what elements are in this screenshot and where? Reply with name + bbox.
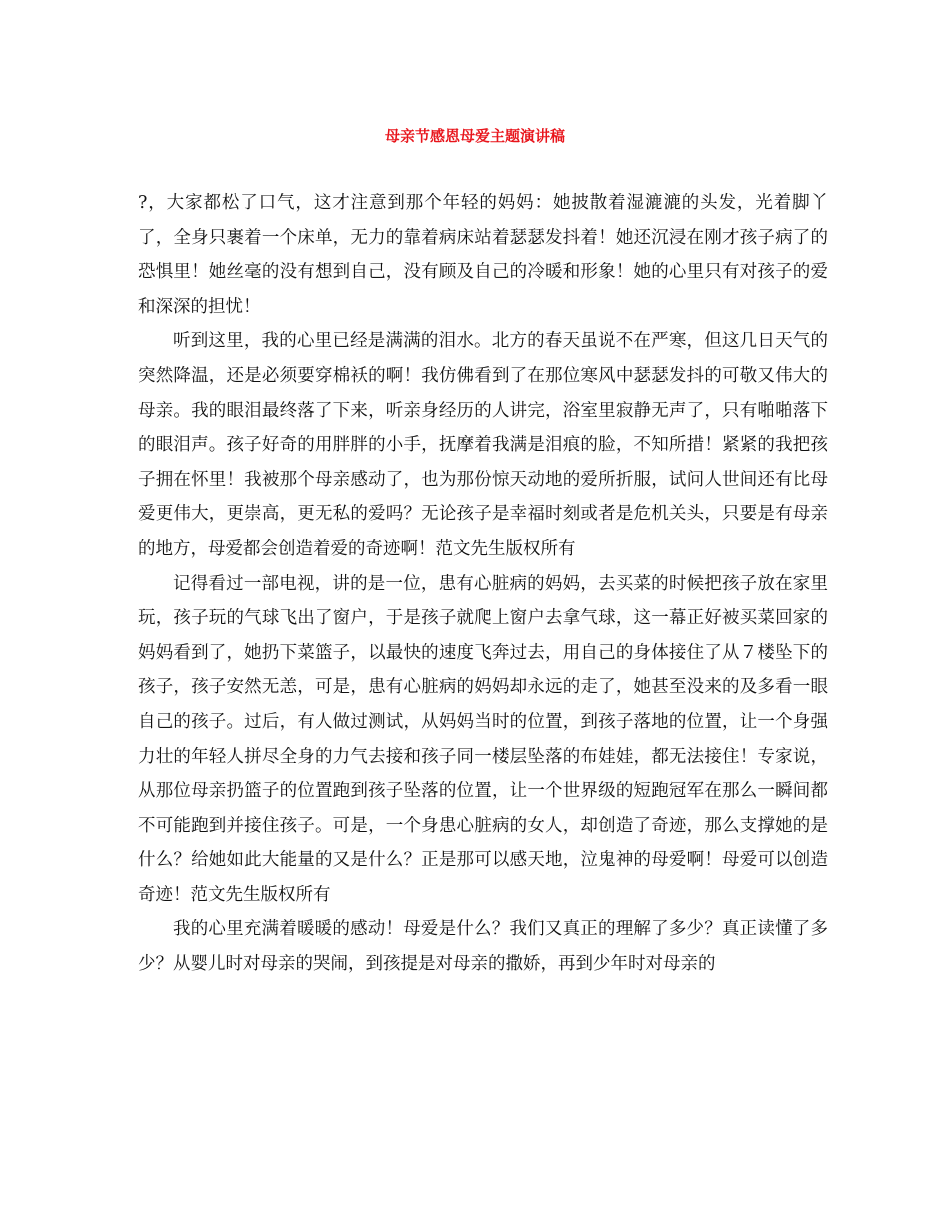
- paragraph-3: 记得看过一部电视，讲的是一位，患有心脏病的妈妈，去买菜的时候把孩子放在家里玩，孩子玩的气球飞出了窗户，于是孩子就爬上窗户去拿气球，这一幕正好被买菜回家的妈妈看到了，她扔下菜篮子，以最快的速度飞奔过去，用自己的身体接住了从７楼坠下的孩子，孩子安然无恙，可是，患有心脏病的妈妈却永远的走了，她甚至没来的及多看一眼自己的孩子。过后，有人做过测试，从妈妈当时的位置，到孩子落地的位置，让一个身强力壮的年轻人拼尽全身的力气去接和孩子同一楼层坠落的布娃娃，都无法接住！专家说，从那位母亲扔篮子的位置跑到孩子坠落的位置，让一个世界级的短跑冠军在那么一瞬间都不可能跑到并接住孩子。可是，一个身患心脏病的女人，却创造了奇迹，那么支撑她的是什么？给她如此大能量的又是什么？正是那可以感天地，泣鬼神的母爱啊！母爱可以创造奇迹！范文先生版权所有: [138, 573, 828, 905]
- document-body: [138, 186, 828, 982]
- paragraph-4: 我的心里充满着暖暖的感动！母爱是什么？我们又真正的理解了多少？真正读懂了多少？从婴儿时对母亲的哭闹，到孩提是对母亲的撒娇，再到少年时对母亲的: [138, 919, 828, 975]
- document-title: 母亲节感恩母爱主题演讲稿: [384, 127, 565, 145]
- paragraph-1: ?，大家都松了口气，这才注意到那个年轻的妈妈：她披散着湿漉漉的头发，光着脚丫了，全身只裹着一个床单，无力的靠着病床站着瑟瑟发抖着！她还沉浸在刚才孩子病了的恐惧里！她丝毫的没有想到自己，没有顾及自己的冷暖和形象！她的心里只有对孩子的爱和深深的担忧！: [138, 193, 828, 317]
- paragraph-2: 听到这里，我的心里已经是满满的泪水。北方的春天虽说不在严寒，但这几日天气的突然降温，还是必须要穿棉袄的啊！我仿佛看到了在那位寒风中瑟瑟发抖的可敬又伟大的母亲。我的眼泪最终落了下来，听亲身经历的人讲完，浴室里寂静无声了，只有啪啪落下的眼泪声。孩子好奇的用胖胖的小手，抚摩着我满是泪痕的脸，不知所措！紧紧的我把孩子拥在怀里！我被那个母亲感动了，也为那份惊天动地的爱所折服，试问人世间还有比母爱更伟大，更崇高，更无私的爱吗？无论孩子是幸福时刻或者是危机关头，只要是有母亲的地方，母爱都会创造着爱的奇迹啊！范文先生版权所有: [138, 331, 828, 559]
